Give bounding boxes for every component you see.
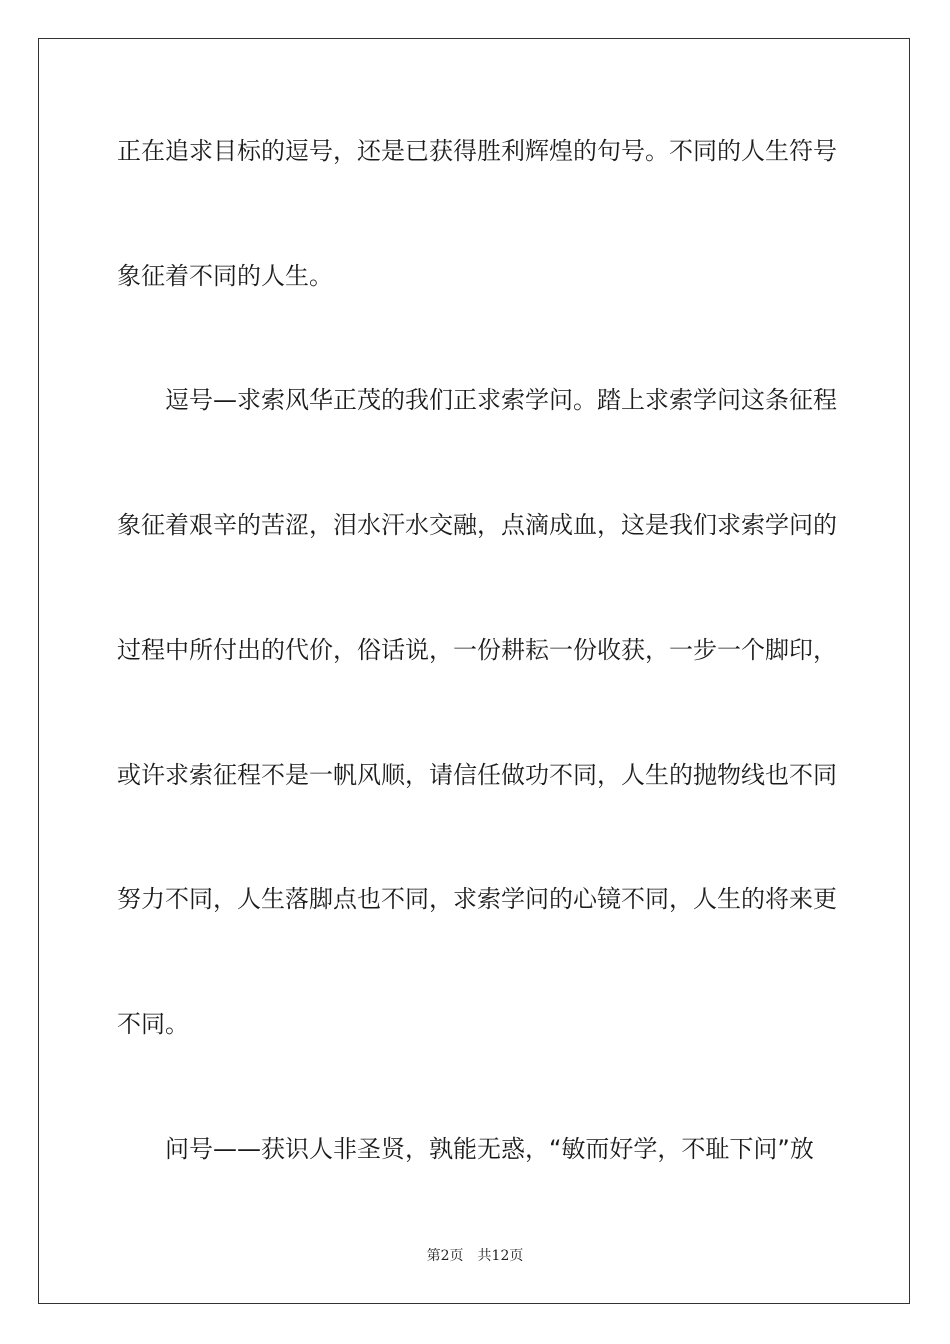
text-line: 过程中所付出的代价，俗话说，一份耕耘一份收获，一步一个脚印， — [117, 636, 837, 664]
page-number: 第2页 — [426, 1248, 464, 1264]
text-line: 或许求索征程不是一帆风顺，请信任做功不同，人生的抛物线也不同 — [117, 761, 837, 789]
page-total: 共12页 — [477, 1248, 524, 1264]
text-line: 象征着艰辛的苦涩，泪水汗水交融，点滴成血，这是我们求索学问的 — [117, 511, 837, 539]
page-border — [38, 38, 910, 1304]
text-line: 逗号—求索风华正茂的我们正求索学问。踏上求索学问这条征程 — [117, 386, 837, 414]
text-line: 象征着不同的人生。 — [117, 262, 333, 290]
text-line: 不同。 — [117, 1010, 189, 1038]
text-line: 正在追求目标的逗号，还是已获得胜利辉煌的句号。不同的人生符号 — [117, 137, 837, 165]
text-line: 努力不同，人生落脚点也不同，求索学问的心镜不同，人生的将来更 — [117, 885, 837, 913]
page-footer — [0, 1245, 950, 1265]
text-line: 问号——获识人非圣贤，孰能无惑，“敏而好学，不耻下问”放 — [117, 1135, 814, 1163]
